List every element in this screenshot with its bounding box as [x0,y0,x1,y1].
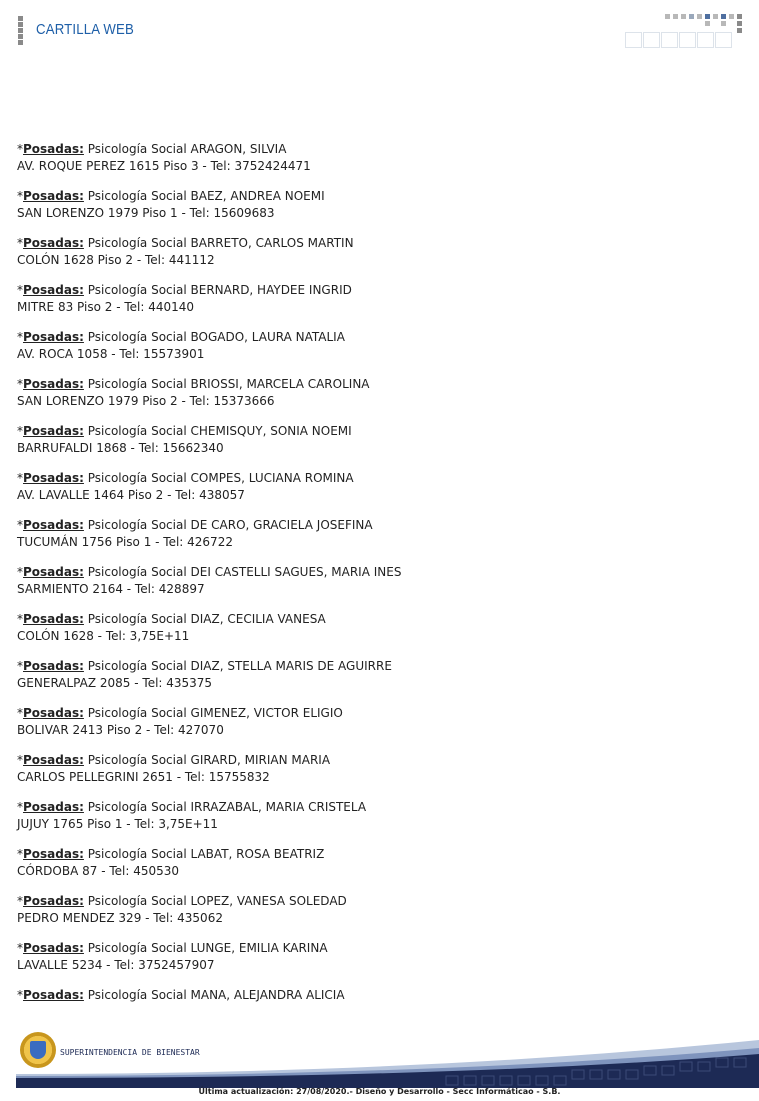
entry-provider-name: LOPEZ, VANESA SOLEDAD [190,894,347,908]
list-item [17,705,737,739]
entry-address: LAVALLE 5234 - Tel: 3752457907 [17,958,215,972]
entry-heading [17,611,737,628]
entry-address: AV. ROCA 1058 - Tel: 15573901 [17,347,205,361]
entry-heading [17,235,737,252]
entry-heading [17,799,737,816]
footer-wave-band [16,1030,759,1088]
entry-heading [17,282,737,299]
entry-heading [17,329,737,346]
list-item [17,658,737,692]
entry-provider-name: DIAZ, CECILIA VANESA [190,612,326,626]
entry-specialty: Psicología Social [87,894,187,908]
entry-address: CARLOS PELLEGRINI 2651 - Tel: 15755832 [17,770,270,784]
entry-specialty: Psicología Social [87,941,187,955]
list-item [17,846,737,880]
entry-city: Posadas: [23,847,84,861]
list-item [17,799,737,833]
list-item [17,564,737,598]
entry-prefix: * [17,565,23,579]
entry-specialty: Psicología Social [87,283,187,297]
list-item [17,611,737,645]
entry-city: Posadas: [23,988,84,1002]
entry-specialty: Psicología Social [87,612,187,626]
entry-specialty: Psicología Social [87,236,187,250]
entry-prefix: * [17,377,23,391]
list-item [17,470,737,504]
entry-address: TUCUMÁN 1756 Piso 1 - Tel: 426722 [17,535,233,549]
entry-address: COLÓN 1628 - Tel: 3,75E+11 [17,629,190,643]
entry-city: Posadas: [23,189,84,203]
entry-heading [17,188,737,205]
entry-specialty: Psicología Social [87,377,187,391]
entry-specialty: Psicología Social [87,847,187,861]
entry-heading [17,846,737,863]
footer-banner [16,1030,759,1088]
entry-prefix: * [17,847,23,861]
entry-city: Posadas: [23,330,84,344]
entry-city: Posadas: [23,659,84,673]
entry-prefix: * [17,800,23,814]
entry-specialty: Psicología Social [87,659,187,673]
entry-address: AV. ROQUE PEREZ 1615 Piso 3 - Tel: 3752424471 [17,159,311,173]
entry-heading [17,376,737,393]
list-item [17,282,737,316]
entry-city: Posadas: [23,142,84,156]
entry-city: Posadas: [23,612,84,626]
entry-address: SARMIENTO 2164 - Tel: 428897 [17,582,205,596]
entry-provider-name: BRIOSSI, MARCELA CAROLINA [190,377,370,391]
entry-city: Posadas: [23,894,84,908]
entry-specialty: Psicología Social [87,800,187,814]
entry-prefix: * [17,988,23,1002]
entry-heading [17,987,737,1004]
entry-heading [17,752,737,769]
entry-city: Posadas: [23,471,84,485]
list-item [17,423,737,457]
entry-prefix: * [17,283,23,297]
entry-city: Posadas: [23,377,84,391]
page-title: CARTILLA WEB [36,21,134,38]
entry-prefix: * [17,753,23,767]
list-item [17,376,737,410]
entry-provider-name: DE CARO, GRACIELA JOSEFINA [190,518,373,532]
entry-specialty: Psicología Social [87,142,187,156]
list-item [17,329,737,363]
entry-address: GENERALPAZ 2085 - Tel: 435375 [17,676,213,690]
list-item [17,517,737,551]
entry-prefix: * [17,706,23,720]
entry-prefix: * [17,894,23,908]
entry-prefix: * [17,612,23,626]
entry-address: COLÓN 1628 Piso 2 - Tel: 441112 [17,253,215,267]
entry-provider-name: CHEMISQUY, SONIA NOEMI [190,424,352,438]
entry-prefix: * [17,424,23,438]
entry-provider-name: LABAT, ROSA BEATRIZ [190,847,325,861]
entry-address: JUJUY 1765 Piso 1 - Tel: 3,75E+11 [17,817,218,831]
entry-prefix: * [17,659,23,673]
entry-prefix: * [17,142,23,156]
entry-provider-name: COMPES, LUCIANA ROMINA [190,471,354,485]
entry-heading [17,423,737,440]
entry-city: Posadas: [23,424,84,438]
entry-prefix: * [17,189,23,203]
entry-specialty: Psicología Social [87,518,187,532]
entry-specialty: Psicología Social [87,565,187,579]
entry-heading [17,141,737,158]
entry-provider-name: BERNARD, HAYDEE INGRID [190,283,352,297]
entry-provider-name: BOGADO, LAURA NATALIA [190,330,345,344]
entry-provider-name: ARAGON, SILVIA [190,142,287,156]
entry-provider-name: GIMENEZ, VICTOR ELIGIO [190,706,343,720]
list-item [17,940,737,974]
entry-provider-name: GIRARD, MIRIAN MARIA [190,753,331,767]
entry-city: Posadas: [23,800,84,814]
entry-heading [17,658,737,675]
entry-heading [17,564,737,581]
entry-city: Posadas: [23,941,84,955]
entry-address: CÓRDOBA 87 - Tel: 450530 [17,864,180,878]
entry-specialty: Psicología Social [87,471,187,485]
entry-city: Posadas: [23,565,84,579]
header-decoration [625,12,745,48]
entry-specialty: Psicología Social [87,189,187,203]
entry-heading [17,893,737,910]
entry-city: Posadas: [23,518,84,532]
entry-provider-name: BAEZ, ANDREA NOEMI [190,189,325,203]
entry-specialty: Psicología Social [87,706,187,720]
entry-address: BARRUFALDI 1868 - Tel: 15662340 [17,441,224,455]
list-item [17,141,737,175]
entry-provider-name: DEI CASTELLI SAGUES, MARIA INES [190,565,402,579]
entry-provider-name: IRRAZABAL, MARIA CRISTELA [190,800,367,814]
entry-prefix: * [17,518,23,532]
entry-heading [17,705,737,722]
entry-provider-name: BARRETO, CARLOS MARTIN [190,236,354,250]
entry-provider-name: DIAZ, STELLA MARIS DE AGUIRRE [190,659,392,673]
entry-prefix: * [17,236,23,250]
list-item [17,752,737,786]
list-item [17,188,737,222]
entry-city: Posadas: [23,753,84,767]
entry-specialty: Psicología Social [87,753,187,767]
entry-specialty: Psicología Social [87,424,187,438]
entry-provider-name: LUNGE, EMILIA KARINA [190,941,328,955]
entry-prefix: * [17,330,23,344]
list-item [17,235,737,269]
entry-address: SAN LORENZO 1979 Piso 2 - Tel: 15373666 [17,394,275,408]
provider-list [17,141,737,1017]
entry-heading [17,517,737,534]
entry-prefix: * [17,471,23,485]
entry-address: MITRE 83 Piso 2 - Tel: 440140 [17,300,195,314]
header-accent-bar [18,16,23,46]
entry-specialty: Psicología Social [87,330,187,344]
entry-city: Posadas: [23,236,84,250]
entry-address: SAN LORENZO 1979 Piso 1 - Tel: 15609683 [17,206,275,220]
entry-provider-name: MANA, ALEJANDRA ALICIA [190,988,345,1002]
entry-city: Posadas: [23,283,84,297]
footer-organization: SUPERINTENDENCIA DE BIENESTAR [60,1048,200,1057]
last-updated-text: Última actualización: 27/08/2020.- Diseño y Desarrollo - Secc Informáticao - S.B. [198,1087,561,1096]
entry-address: PEDRO MENDEZ 329 - Tel: 435062 [17,911,223,925]
entry-address: AV. LAVALLE 1464 Piso 2 - Tel: 438057 [17,488,245,502]
entry-heading [17,940,737,957]
seal-icon [20,1032,56,1068]
entry-heading [17,470,737,487]
entry-specialty: Psicología Social [87,988,187,1002]
list-item [17,987,737,1004]
entry-city: Posadas: [23,706,84,720]
entry-prefix: * [17,941,23,955]
list-item [17,893,737,927]
entry-address: BOLIVAR 2413 Piso 2 - Tel: 427070 [17,723,224,737]
